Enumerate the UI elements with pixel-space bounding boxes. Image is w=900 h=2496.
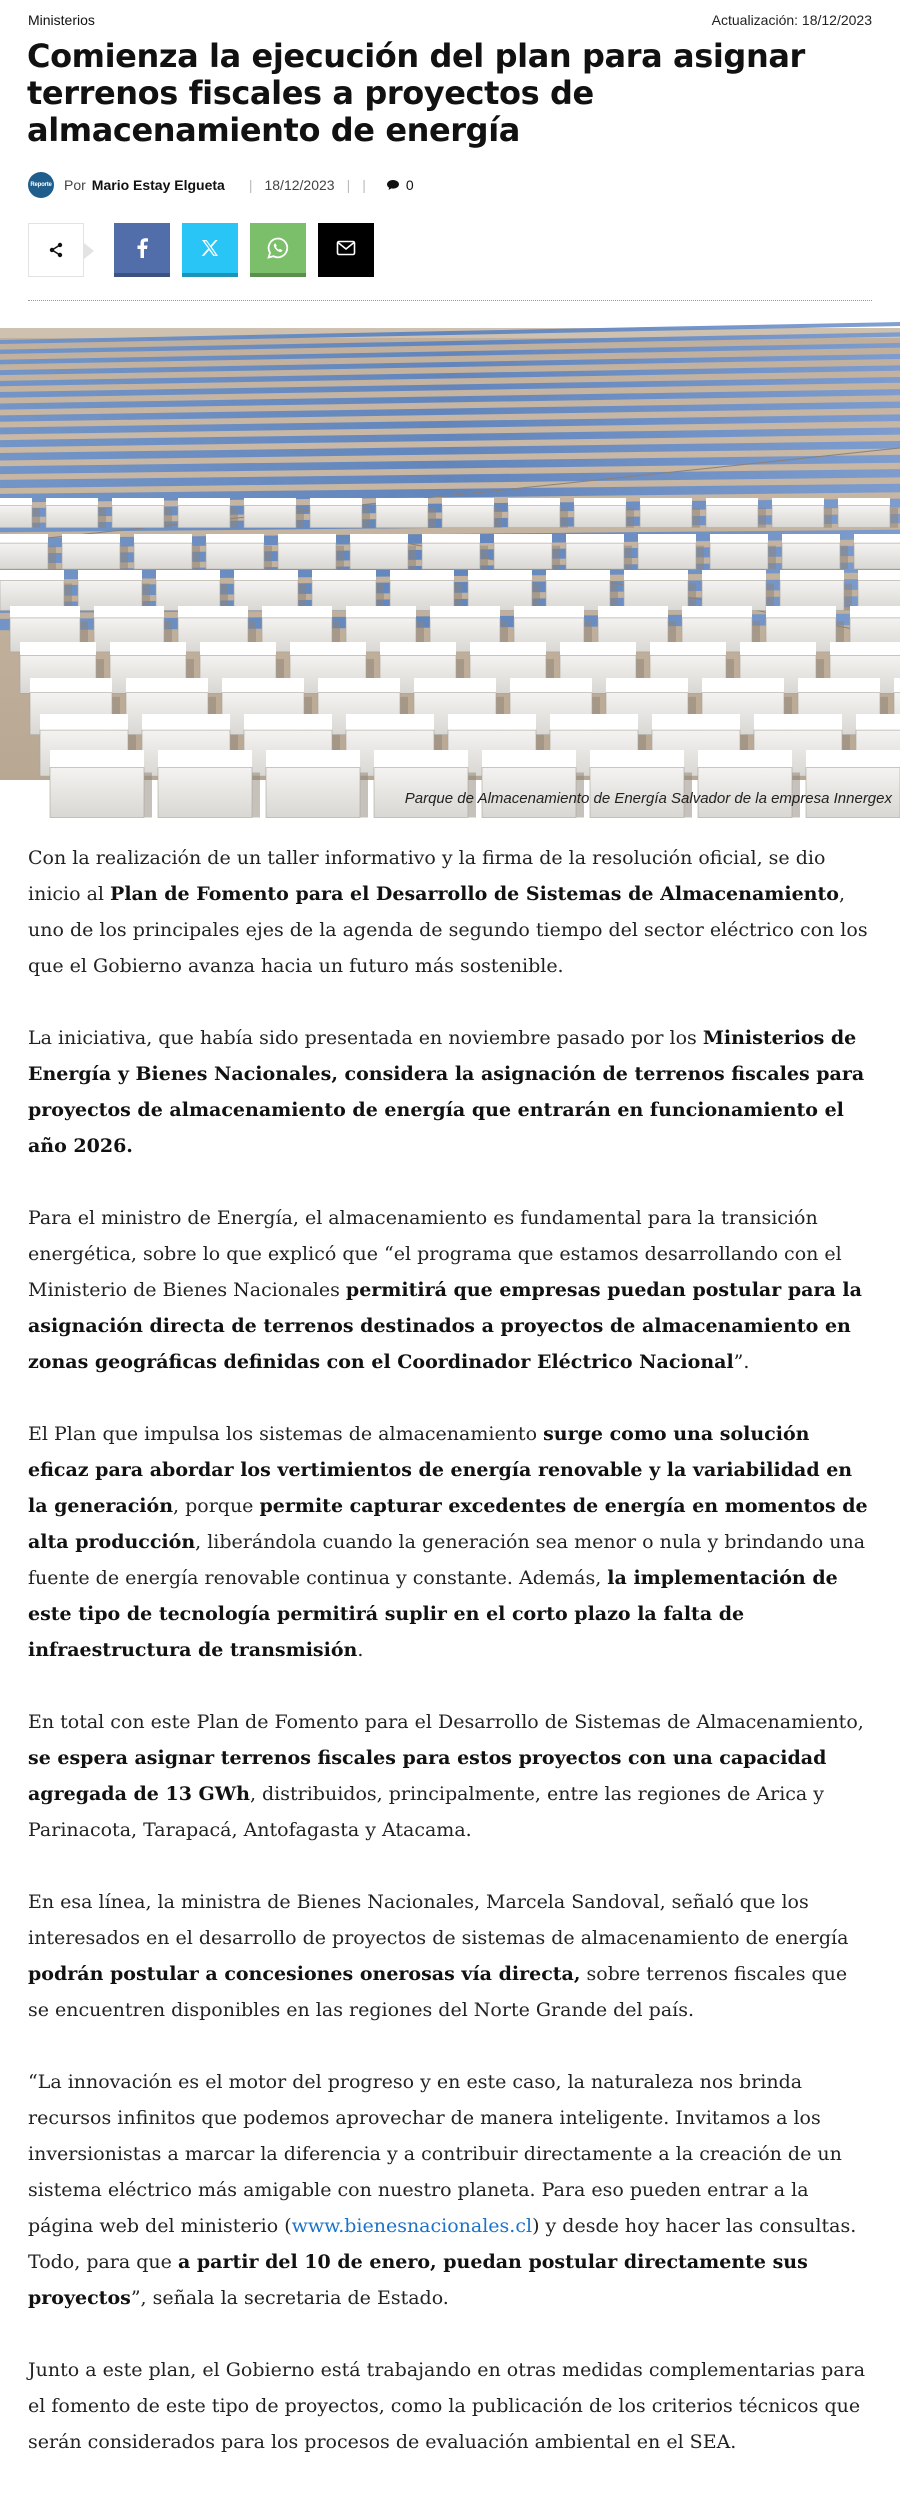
battery-container — [442, 498, 502, 528]
whatsapp-icon — [267, 237, 289, 259]
battery-container — [566, 534, 632, 569]
battery-container — [390, 570, 462, 611]
battery-container — [350, 534, 416, 569]
battery-container — [772, 498, 832, 528]
battery-container — [46, 498, 106, 528]
battery-container — [482, 750, 584, 818]
paragraph-1 — [28, 840, 874, 984]
battery-container — [624, 570, 696, 611]
bold-text: permite capturar excedentes de energía en momentos de alta producción — [28, 1495, 868, 1553]
paragraph-6 — [28, 1884, 874, 2028]
share-button[interactable] — [28, 223, 84, 277]
battery-container — [710, 534, 776, 569]
paragraph-3 — [28, 1200, 874, 1380]
category-link[interactable]: Ministerios — [28, 12, 95, 28]
battery-container — [310, 498, 370, 528]
article-featured-image — [0, 328, 900, 780]
battery-container — [266, 750, 368, 818]
battery-container — [0, 570, 72, 611]
article-title: Comienza la ejecución del plan para asignar terrenos fiscales a proyectos de almacenamiento de energía — [27, 37, 805, 149]
battery-container — [638, 534, 704, 569]
battery-container — [178, 498, 238, 528]
ministry-website-link[interactable]: www.bienesnacionales.cl — [291, 2215, 533, 2237]
whatsapp-share-button[interactable] — [250, 223, 306, 277]
author-link[interactable]: Mario Estay Elgueta — [91, 177, 225, 193]
email-icon — [336, 240, 356, 256]
battery-container — [374, 750, 476, 818]
meta-separator: | — [362, 177, 366, 193]
battery-container — [640, 498, 700, 528]
author-avatar[interactable] — [28, 172, 54, 198]
battery-container — [312, 570, 384, 611]
battery-container — [546, 570, 618, 611]
top-bar — [28, 10, 872, 30]
battery-container — [494, 534, 560, 569]
battery-container — [858, 570, 900, 611]
text: ) y desde hoy hacer las consultas. Todo, para que — [28, 2215, 857, 2273]
battery-container — [112, 498, 172, 528]
meta-separator: | — [248, 177, 253, 193]
battery-container — [806, 750, 900, 818]
bold-text: , considera la asignación de terrenos fiscales para proyectos de almacenamiento de energía que entrarán en funcionamiento el año 2026. — [28, 1063, 865, 1157]
battery-container — [156, 570, 228, 611]
battery-container — [376, 498, 436, 528]
paragraph-8 — [28, 2352, 874, 2460]
bold-text: Ministerios de Energía y Bienes Nacionales — [28, 1027, 857, 1085]
bold-text: se espera asignar terrenos fiscales para estos proyectos con una capacidad agregada de 13 GWh — [28, 1747, 827, 1805]
text: En esa línea, la ministra de Bienes Nacionales, Marcela Sandoval, señaló que los interesados en el desarrollo de proyectos de sistemas de almacenamiento de energía — [28, 1891, 849, 1949]
text: La iniciativa, que había sido presentada en noviembre pasado por los — [28, 1027, 703, 1049]
battery-container — [706, 498, 766, 528]
bold-text: permitirá que empresas puedan postular para la asignación directa de terrenos destinados a proyectos de almacenamiento en zonas geográficas definidas con el Coordinador Eléctrico Nacional — [28, 1279, 862, 1373]
facebook-icon — [136, 238, 148, 258]
text: En total con este Plan de Fomento para el Desarrollo de Sistemas de Almacenamiento, — [28, 1711, 864, 1733]
paragraph-4 — [28, 1416, 874, 1668]
comments-link[interactable] — [386, 177, 414, 193]
text: ”. — [733, 1351, 750, 1373]
battery-container — [234, 570, 306, 611]
text: , distribuidos, principalmente, entre las regiones de Arica y Parinacota, Tarapacá, Antofagasta y Atacama. — [28, 1783, 825, 1841]
paragraph-5 — [28, 1704, 874, 1848]
battery-container — [838, 498, 898, 528]
battery-container — [422, 534, 488, 569]
publish-date: 18/12/2023 — [264, 177, 335, 193]
battery-container — [62, 534, 128, 569]
battery-container — [574, 498, 634, 528]
battery-container — [698, 750, 800, 818]
battery-container — [0, 534, 56, 569]
battery-container — [854, 534, 900, 569]
paragraph-7 — [28, 2064, 874, 2316]
bold-text: a partir del 10 de enero, puedan postular directamente sus proyectos — [28, 2251, 808, 2309]
share-bar — [28, 222, 386, 278]
text: Para el ministro de Energía, el almacenamiento es fundamental para la transición energética, sobre lo que explicó que “el programa que estamos desarrollando con el Ministerio de Bienes Nacionales — [28, 1207, 842, 1301]
paragraph-2 — [28, 1020, 874, 1164]
share-icon — [48, 242, 64, 258]
text: , uno de los principales ejes de la agenda de segundo tiempo del sector eléctrico con los que el Gobierno avanza hacia un futuro más sostenible. — [28, 883, 868, 977]
bold-text: podrán postular a concesiones onerosas vía directa, — [28, 1963, 581, 1985]
battery-container — [782, 534, 848, 569]
article-body — [28, 840, 874, 2496]
battery-container — [468, 570, 540, 611]
comment-count: 0 — [405, 177, 414, 193]
text: , liberándola cuando la generación sea menor o nula y brindando una fuente de energía renovable continua y constante. Además, — [28, 1531, 866, 1589]
battery-container — [278, 534, 344, 569]
text: ”, señala la secretaria de Estado. — [130, 2287, 449, 2309]
battery-container — [780, 570, 852, 611]
x-icon — [201, 239, 219, 257]
battery-container — [590, 750, 692, 818]
text: , porque — [173, 1495, 260, 1517]
text: Junto a este plan, el Gobierno está trabajando en otras medidas complementarias para el fomento de este tipo de proyectos, como la publicación de los criterios técnicos que serán considerados para los procesos de evaluación ambiental en el SEA. — [28, 2359, 866, 2453]
battery-container — [508, 498, 568, 528]
avatar-logo-text: Reporte — [30, 182, 52, 188]
bold-text: surge como una solución eficaz para abordar los vertimientos de energía renovable y la variabilidad en la generación — [28, 1423, 853, 1517]
text: . — [357, 1639, 364, 1661]
facebook-share-button[interactable] — [114, 223, 170, 277]
battery-container — [206, 534, 272, 569]
text: “La innovación es el motor del progreso y en este caso, la naturaleza nos brinda recursos infinitos que podemos aprovechar de manera inteligente. Invitamos a los inversionistas a marcar la diferencia y a contribuir directamente a la creación de un sistema eléctrico más amigable con nuestro planeta. Para eso pueden entrar a la página web del ministerio ( — [28, 2071, 842, 2237]
battery-container — [134, 534, 200, 569]
battery-container — [702, 570, 774, 611]
featured-image-illustration — [0, 328, 900, 780]
image-caption: Parque de Almacenamiento de Energía Salvador de la empresa Innergex — [404, 790, 892, 807]
battery-container — [50, 750, 152, 818]
text: Con la realización de un taller informativo y la firma de la resolución oficial, se dio inicio al — [28, 847, 826, 905]
battery-container — [158, 750, 260, 818]
email-share-button[interactable] — [318, 223, 374, 277]
bold-text: la implementación de este tipo de tecnología permitirá suplir en el corto plazo la falta de infraestructura de transmisión — [28, 1567, 838, 1661]
bold-text: Plan de Fomento para el Desarrollo de Sistemas de Almacenamiento — [110, 883, 839, 905]
article-meta — [28, 171, 414, 199]
updated-date: Actualización: 18/12/2023 — [711, 12, 872, 28]
by-label: Por — [64, 177, 86, 193]
text: El Plan que impulsa los sistemas de almacenamiento — [28, 1423, 544, 1445]
header-divider — [28, 300, 872, 301]
battery-container — [244, 498, 304, 528]
text: sobre terrenos fiscales que se encuentren disponibles en las regiones del Norte Grande del país. — [28, 1963, 848, 2021]
meta-separator: | — [346, 177, 351, 193]
comment-icon — [386, 179, 400, 191]
battery-container — [78, 570, 150, 611]
x-share-button[interactable] — [182, 223, 238, 277]
